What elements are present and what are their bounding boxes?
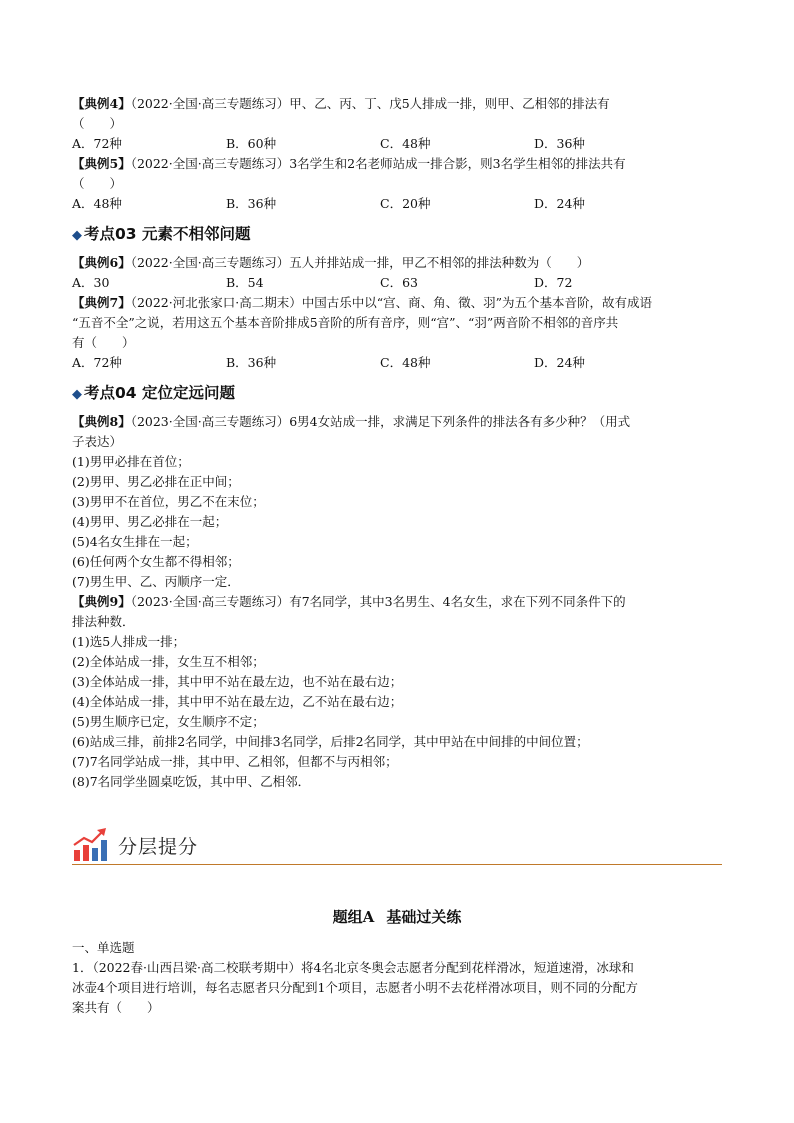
example-9-item: (7)7名同学站成一排，其中甲、乙相邻，但都不与丙相邻；	[72, 754, 398, 769]
section-label: 一、单选题	[72, 940, 135, 955]
example-7-options	[72, 353, 724, 373]
option-a: A．48种	[72, 196, 122, 211]
example-8-line1	[72, 412, 724, 432]
example-4-line2: （ ）	[72, 116, 123, 131]
example-4-line1	[72, 94, 724, 114]
option-d: D．36种	[534, 136, 585, 151]
example-7-line2: “五音不全”之说，若用这五个基本音阶排成5音阶的所有音序，则“宫”、“羽”两音阶不相邻的音序共	[72, 315, 619, 330]
group-subtitle: 基础过关练	[386, 908, 462, 926]
keypoint-03-heading	[72, 223, 724, 247]
example-6-text: （2022·全国·高三专题练习）五人并排站成一排，甲乙不相邻的排法种数为（ ）	[130, 255, 590, 270]
option-c: C．63	[380, 275, 418, 290]
option-a: A．72种	[72, 355, 122, 370]
example-4-options	[72, 134, 724, 154]
layer-section-header	[72, 826, 722, 865]
example-7-text: （2022·河北张家口·高二期末）中国古乐中以“宫、商、角、徵、羽”为五个基本音阶，故有成语	[130, 295, 652, 310]
option-b: B．60种	[226, 136, 277, 151]
example-5-line2: （ ）	[72, 176, 123, 191]
option-a: A．30	[72, 275, 110, 290]
example-4-text: （2022·全国·高三专题练习）甲、乙、丙、丁、戊5人排成一排，则甲、乙相邻的排法有	[130, 96, 610, 111]
content-column	[72, 94, 724, 792]
example-9-item: (6)站成三排，前排2名同学，中间排3名同学，后排2名同学，其中甲站在中间排的中间位置；	[72, 734, 589, 749]
option-d: D．24种	[534, 196, 585, 211]
example-8-item: (2)男甲、男乙必排在正中间；	[72, 474, 240, 489]
example-5-text: （2022·全国·高三专题练习）3名学生和2名老师站成一排合影，则3名学生相邻的排法共有	[130, 156, 626, 171]
example-9-label: 【典例9】	[72, 594, 131, 609]
example-8-item: (1)男甲必排在首位；	[72, 454, 190, 469]
example-4-label: 【典例4】	[72, 96, 131, 111]
option-b: B．54	[226, 275, 264, 290]
keypoint-04-title: 考点04 定位定远问题	[84, 384, 235, 402]
example-8-item: (6)任何两个女生都不得相邻；	[72, 554, 240, 569]
option-b: B．36种	[226, 196, 277, 211]
example-9-item: (2)全体站成一排，女生互不相邻；	[72, 654, 265, 669]
question-1-line3: 案共有（ ）	[72, 1000, 160, 1015]
example-9-line2: 排法种数．	[72, 614, 135, 629]
keypoint-03-title: 考点03 元素不相邻问题	[84, 225, 251, 243]
diamond-icon: ◆	[72, 228, 82, 243]
group-name: 题组A	[332, 908, 375, 926]
example-8-label: 【典例8】	[72, 414, 131, 429]
keypoint-04-heading	[72, 382, 724, 406]
example-9-line1	[72, 592, 724, 612]
example-6-line1	[72, 253, 724, 273]
example-5-line1	[72, 154, 724, 174]
question-1-line2: 冰壶4个项目进行培训，每名志愿者只分配到1个项目，志愿者小明不去花样滑冰项目，则不同的分配方	[72, 980, 638, 995]
example-8-item: (5)4名女生排在一起；	[72, 534, 198, 549]
example-7-line3: 有（ ）	[72, 335, 135, 350]
option-b: B．36种	[226, 355, 277, 370]
layer-title: 分层提分	[118, 836, 199, 858]
option-d: D．72	[534, 275, 573, 290]
question-section	[72, 938, 724, 1018]
example-9-item: (1)选5人排成一排；	[72, 634, 186, 649]
option-a: A．72种	[72, 136, 122, 151]
option-c: C．48种	[380, 136, 431, 151]
example-9-item: (5)男生顺序已定，女生顺序不定；	[72, 714, 265, 729]
group-title	[0, 906, 794, 927]
example-9-text: （2023·全国·高三专题练习）有7名同学，其中3名男生、4名女生，求在下列不同条件下的	[130, 594, 626, 609]
example-8-item: (3)男甲不在首位，男乙不在末位；	[72, 494, 265, 509]
example-6-options	[72, 273, 724, 293]
example-8-item: (4)男甲、男乙必排在一起；	[72, 514, 228, 529]
option-d: D．24种	[534, 355, 585, 370]
question-1-line1: 1．（2022春·山西吕梁·高二校联考期中）将4名北京冬奥会志愿者分配到花样滑冰，短道速滑，冰球和	[72, 960, 634, 975]
example-8-item: (7)男生甲、乙、丙顺序一定．	[72, 574, 240, 589]
example-8-line2: 子表达）	[72, 434, 123, 449]
example-7-line1	[72, 293, 724, 313]
example-8-text: （2023·全国·高三专题练习）6男4女站成一排，求满足下列条件的排法各有多少种？（用式	[130, 414, 631, 429]
example-6-label: 【典例6】	[72, 255, 131, 270]
example-9-item: (4)全体站成一排，其中甲不站在最左边，乙不站在最右边；	[72, 694, 403, 709]
example-9-item: (8)7名同学坐圆桌吃饭，其中甲、乙相邻．	[72, 774, 311, 789]
example-5-options	[72, 194, 724, 214]
example-7-label: 【典例7】	[72, 295, 131, 310]
growth-chart-icon	[72, 828, 108, 862]
example-9-item: (3)全体站成一排，其中甲不站在最左边，也不站在最右边；	[72, 674, 403, 689]
diamond-icon: ◆	[72, 387, 82, 402]
option-c: C．48种	[380, 355, 431, 370]
example-5-label: 【典例5】	[72, 156, 131, 171]
option-c: C．20种	[380, 196, 431, 211]
